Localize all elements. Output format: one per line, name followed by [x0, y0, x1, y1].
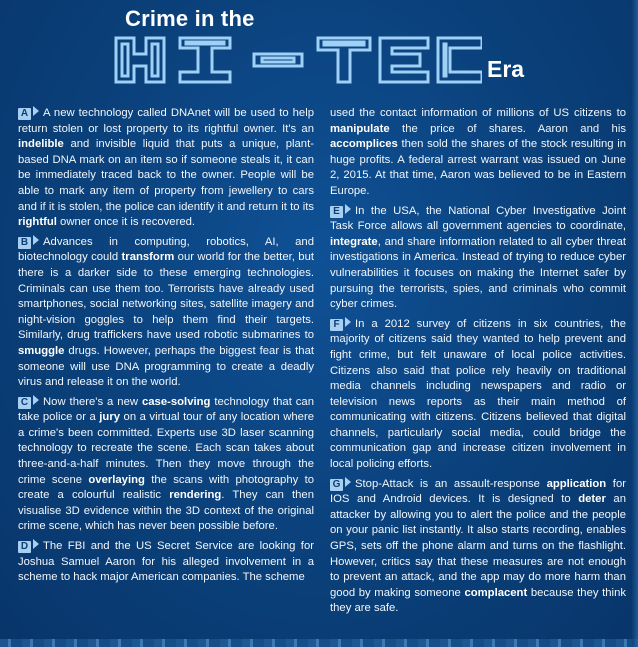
section-b-badge: B: [18, 237, 31, 249]
section-g-badge: G: [330, 479, 343, 491]
section-a-badge: A: [18, 108, 31, 120]
article-columns: [18, 106, 626, 636]
arrow-icon: [345, 204, 351, 214]
arrow-icon: [345, 477, 351, 487]
arrow-icon: [33, 539, 39, 549]
right-column: [330, 106, 626, 636]
hi-tec-logo: [112, 34, 482, 86]
section-d: D The FBI and the US Secret Service are looking for Joshua Samuel Aaron for his alleged involvement in a scheme to hack major American companies. The scheme: [18, 540, 314, 584]
title-era: Era: [487, 56, 525, 82]
section-c-badge: C: [18, 397, 31, 409]
decorative-bottom-strip: [0, 639, 638, 647]
section-e-badge: E: [330, 206, 343, 218]
arrow-icon: [33, 395, 39, 405]
title-top: Crime in the: [125, 6, 255, 31]
left-column: [18, 106, 314, 636]
decorative-right-edge: [632, 0, 638, 647]
section-g: G Stop-Attack is an assault-response application for IOS and Android devices. It is designed to deter an attacker by allowing you to alert the police and the people on your panic list instantly. It also starts recording, enables GPS, sets off the phone alarm and turns on the flashlight. However, critics say that these measures are not enough to prevent an attack, and the app may do more harm than good by making someone complacent because they think they are safe.: [330, 477, 627, 615]
section-a: A A new technology called DNAnet will be used to help return stolen or lost property to its rightful owner. It's an indelible and invisible liquid that puts a unique, plant-based DNA mark on an item so if someone steals it, it can be immediately traced back to the owner. People will be able to mark any item of property from jewellery to cars and if it is stolen, the police can identify it and return it to its rightful owner once it is recovered.: [18, 107, 314, 229]
arrow-icon: [33, 106, 39, 116]
section-f: F In a 2012 survey of citizens in six countries, the majority of citizens said they wanted to help prevent and fight crime, but felt unaware of local police activities. Citizens also said that police rely heavily on traditional media channels including newspapers and radio or television news reports as their main method of communicating with citizens. Citizens believed that digital channels, particularly social media, could bridge the communication gap and increase citizen involvement in local policing efforts.: [330, 317, 626, 471]
section-c: C Now there's a new case-solving technology that can take police or a jury on a virtual tour of any location where a crime's been committed. Experts use 3D laser scanning technology to recreate the scene. Each scan takes about three-and-a-half minutes. Then they move through the crime scene overlaying the scans with photography to create a colourful realistic rendering. They can then visualise 3D evidence within the 3D context of the original crime scene, which has never been possible before.: [18, 395, 314, 533]
section-e: E In the USA, the National Cyber Investigative Joint Task Force allows all government agencies to coordinate, integrate, and share information related to all cyber threat investigations in America. Instead of trying to reduce cyber vulnerabilities it focuses on making the Internet safer by pursuing the terrorists, spies, and criminals who commit cyber crimes.: [330, 204, 626, 311]
arrow-icon: [33, 235, 39, 245]
header: [0, 0, 638, 96]
arrow-icon: [345, 317, 351, 327]
section-d-badge: D: [18, 541, 31, 553]
section-d-continued: used the contact information of millions of US citizens to manipulate the price of shares. Aaron and his accomplices then sold the shares of the stock resulting in huge profits. A federal arrest warrant was issued on June 2, 2015. At that time, Aaron was believed to be in Eastern Europe.: [330, 107, 626, 197]
section-f-badge: F: [330, 319, 343, 331]
section-b: B Advances in computing, robotics, AI, and biotechnology could transform our world for the better, but there is a darker side to these emerging technologies. Criminals can use them too. Terrorists have already used smartphones, social networking sites, satellite imagery and night-vision goggles to help them find their targets. Similarly, drug traffickers have used robotic submarines to smuggle drugs. However, perhaps the biggest fear is that someone will use DNA programming to create a deadly virus and release it on the world.: [18, 235, 314, 389]
